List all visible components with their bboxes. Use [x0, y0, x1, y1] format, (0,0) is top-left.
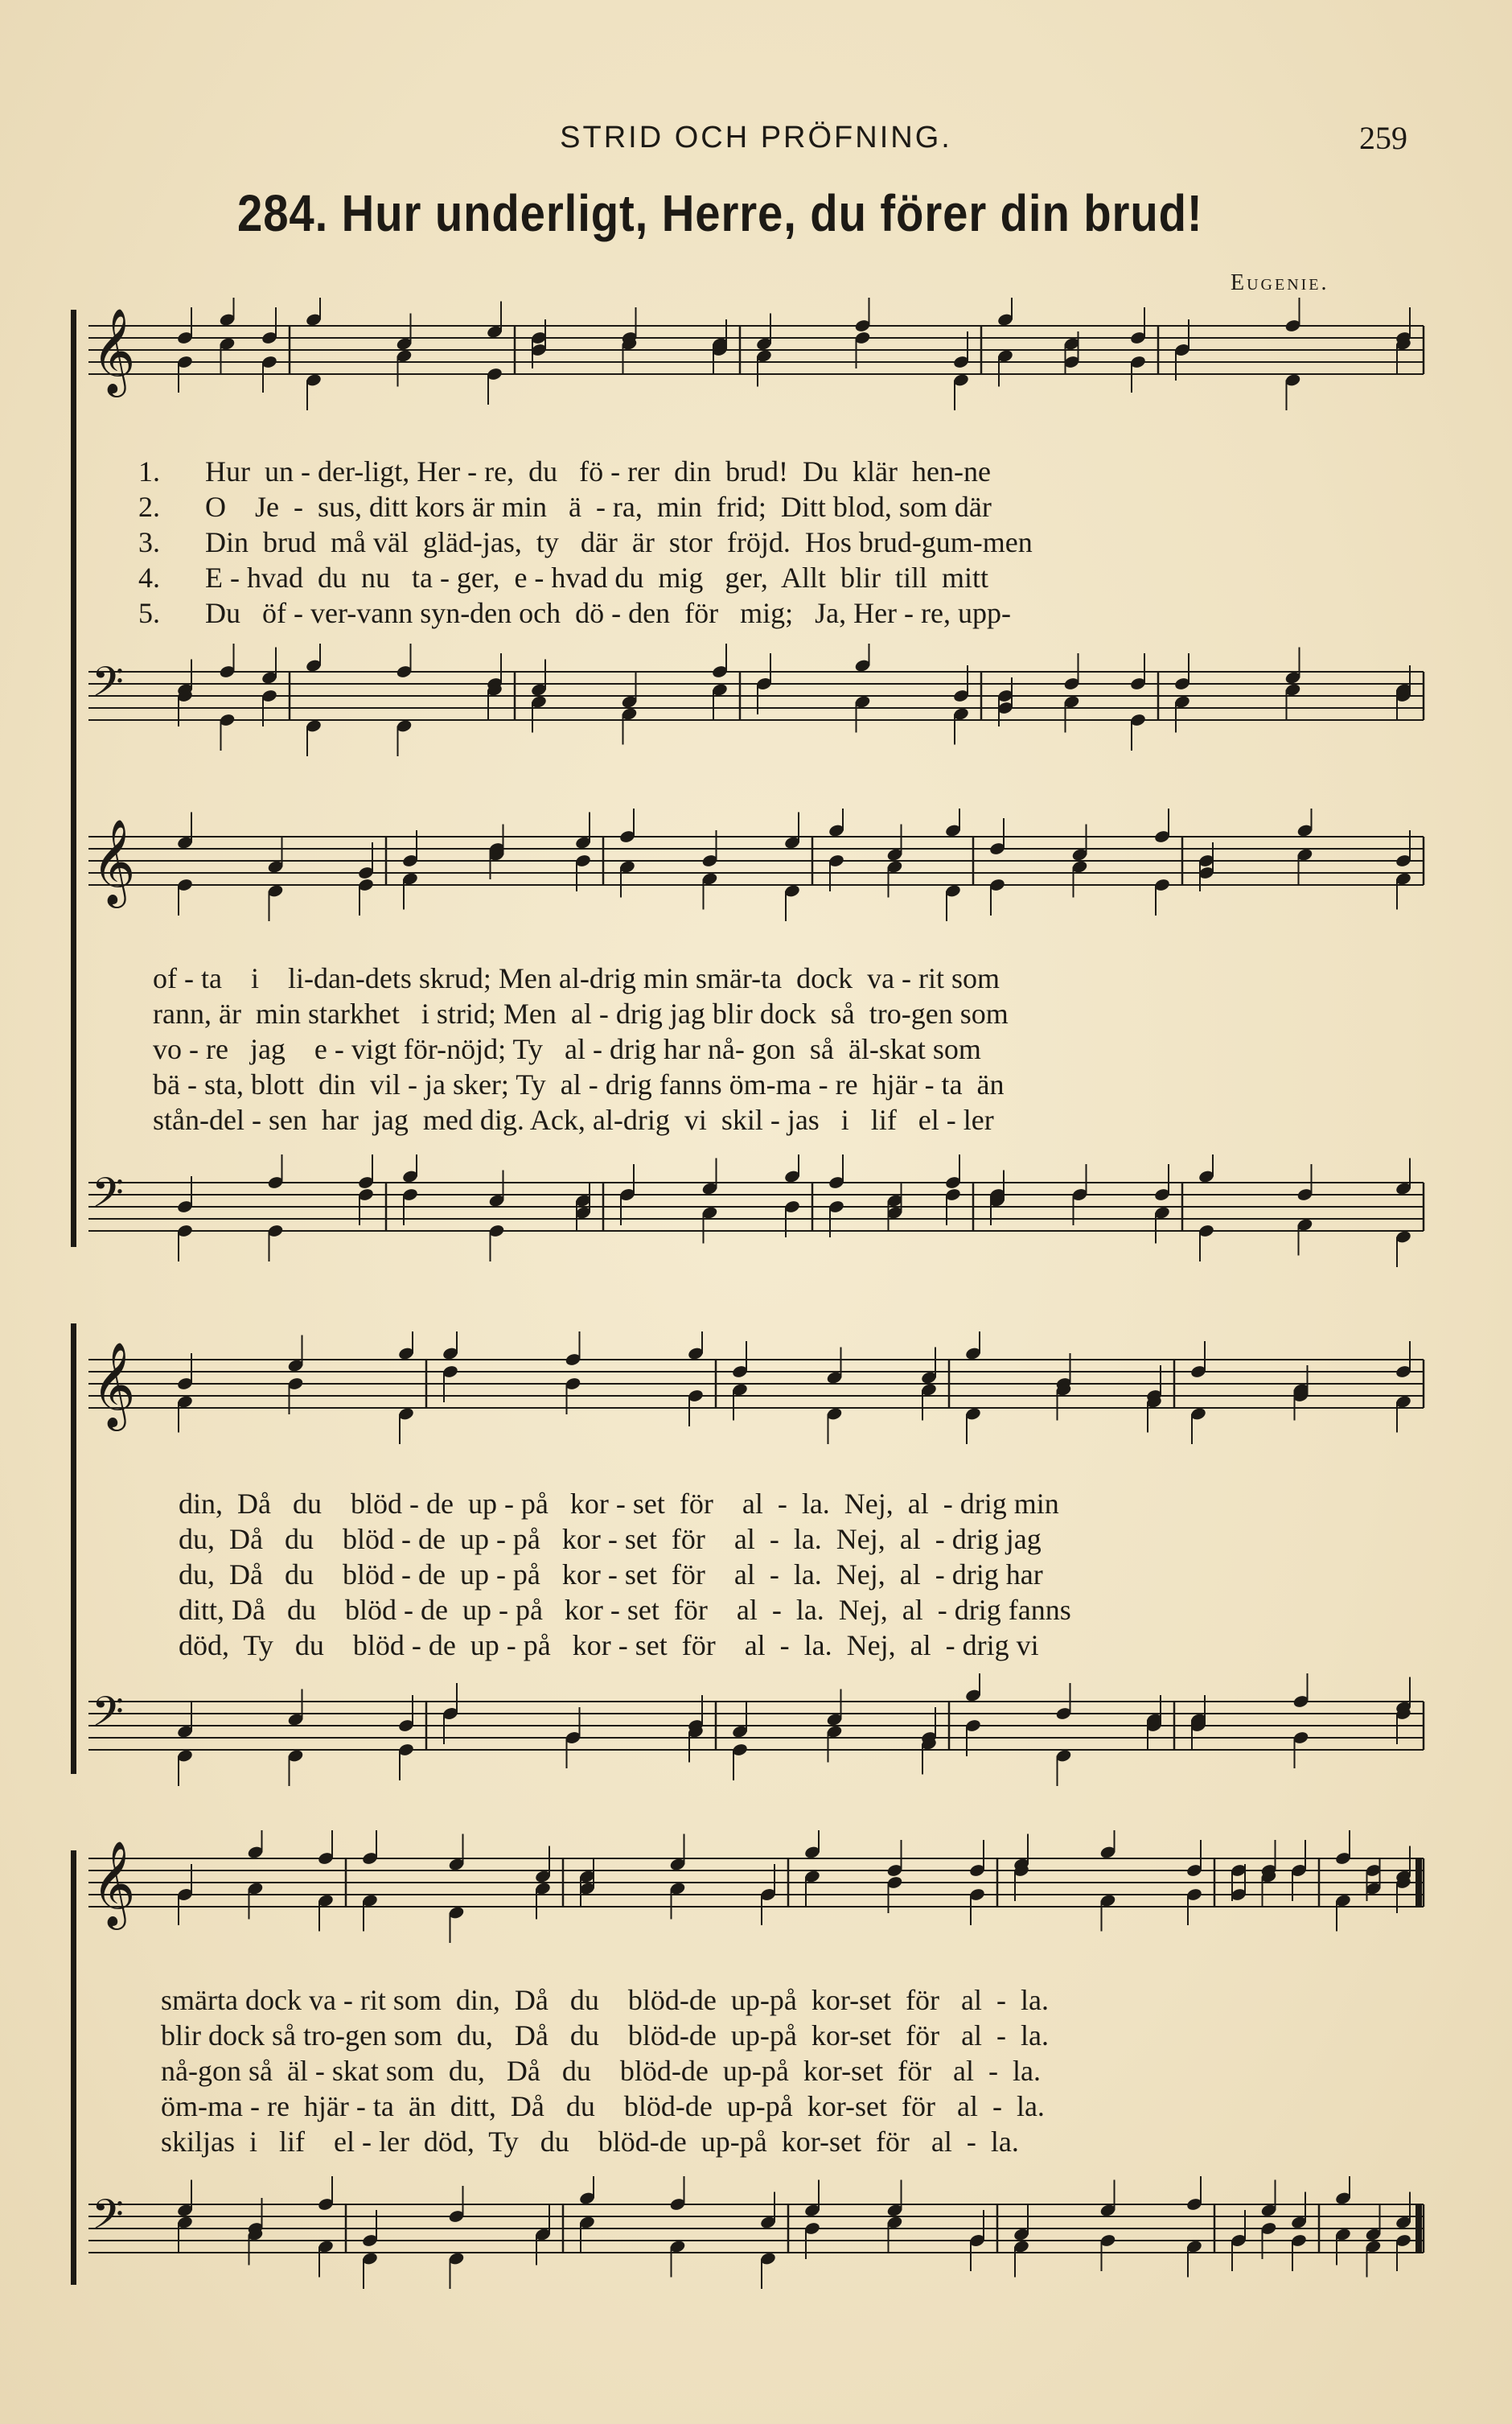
verse-number: 5. [138, 597, 160, 629]
verse-line: du, Då du blöd - de up - på kor - set för al - la. Nej, al - drig har [179, 1558, 1043, 1591]
treble-clef-icon: 𝄞 [92, 1341, 136, 1427]
bass-staff [0, 2176, 1512, 2289]
verse-line: of - ta i li-dan-dets skrud; Men al-drig min smär-ta dock va - rit som [153, 962, 1000, 994]
verse-line: ditt, Då du blöd - de up - på kor - set för al - la. Nej, al - drig fanns [179, 1594, 1071, 1626]
running-head: STRID OCH PRÖFNING. [560, 121, 952, 154]
verse-line: du, Då du blöd - de up - på kor - set för al - la. Nej, al - drig jag [179, 1523, 1042, 1555]
verse-number: 2. [138, 491, 160, 523]
verse-line: nå-gon så äl - skat som du, Då du blöd-de up-på kor-set för al - la. [161, 2055, 1042, 2087]
verse-line: Hur un - der-ligt, Her - re, du fö - rer din brud! Du klär hen-ne [205, 455, 991, 488]
final-bar-line [1415, 2204, 1422, 2253]
treble-staff [0, 1830, 1512, 1943]
treble-clef-icon: 𝄞 [92, 307, 136, 393]
verse-line: E - hvad du nu ta - ger, e - hvad du mig ger, Allt blir till mitt [205, 562, 988, 594]
verse-line: stån-del - sen har jag med dig. Ack, al-drig vi skil - jas i lif el - ler [153, 1104, 994, 1136]
final-bar-line [1415, 1858, 1422, 1907]
verse-line: död, Ty du blöd - de up - på kor - set för al - la. Nej, al - drig vi [179, 1629, 1039, 1661]
verse-line: skiljas i lif el - ler död, Ty du blöd-de up-på kor-set för al - la. [161, 2126, 1019, 2158]
verse-line: rann, är min starkhet i strid; Men al - drig jag blir dock så tro-gen som [153, 998, 1009, 1030]
verse-line: Din brud må väl gläd-jas, ty där är stor fröjd. Hos brud-gum-men [205, 526, 1033, 558]
verse-line: bä - sta, blott din vil - ja sker; Ty al - drig fanns öm-ma - re hjär - ta än [153, 1068, 1005, 1101]
treble-clef-icon: 𝄞 [92, 1840, 136, 1926]
verse-line: Du öf - ver-vann syn-den och dö - den för mig; Ja, Her - re, upp- [205, 597, 1011, 629]
verse-line: blir dock så tro-gen som du, Då du blöd-de up-på kor-set för al - la. [161, 2019, 1050, 2052]
treble-staff [0, 1331, 1512, 1444]
verse-line: vo - re jag e - vigt för-nöjd; Ty al - drig har nå- gon så äl-skat som [153, 1033, 981, 1065]
verse-line: öm-ma - re hjär - ta än ditt, Då du blöd-de up-på kor-set för al - la. [161, 2090, 1045, 2122]
bass-clef-icon: 𝄢 [92, 657, 124, 716]
composer-credit: Eugenie. [1231, 270, 1329, 295]
bass-clef-icon: 𝄢 [92, 1168, 124, 1227]
verse-line: O Je - sus, ditt kors är min ä - ra, min frid; Ditt blod, som där [205, 491, 992, 523]
page-number: 259 [1359, 120, 1407, 156]
bass-clef-icon: 𝄢 [92, 1687, 124, 1746]
verse-number: 1. [138, 455, 160, 488]
bass-clef-icon: 𝄢 [92, 2190, 124, 2249]
verse-line: smärta dock va - rit som din, Då du blöd-de up-på kor-set för al - la. [161, 1984, 1049, 2016]
treble-staff [0, 809, 1512, 921]
hymn-title: 284. Hur underligt, Herre, du förer din brud! [237, 184, 1203, 242]
system-bracket [71, 310, 76, 1247]
verse-number: 3. [138, 526, 160, 558]
bass-staff [0, 644, 1512, 756]
bass-staff [0, 1154, 1512, 1267]
verse-line: din, Då du blöd - de up - på kor - set för al - la. Nej, al - drig min [179, 1488, 1059, 1520]
verse-number: 4. [138, 562, 160, 594]
bass-staff [0, 1673, 1512, 1786]
treble-clef-icon: 𝄞 [92, 818, 136, 904]
treble-staff [0, 298, 1512, 410]
